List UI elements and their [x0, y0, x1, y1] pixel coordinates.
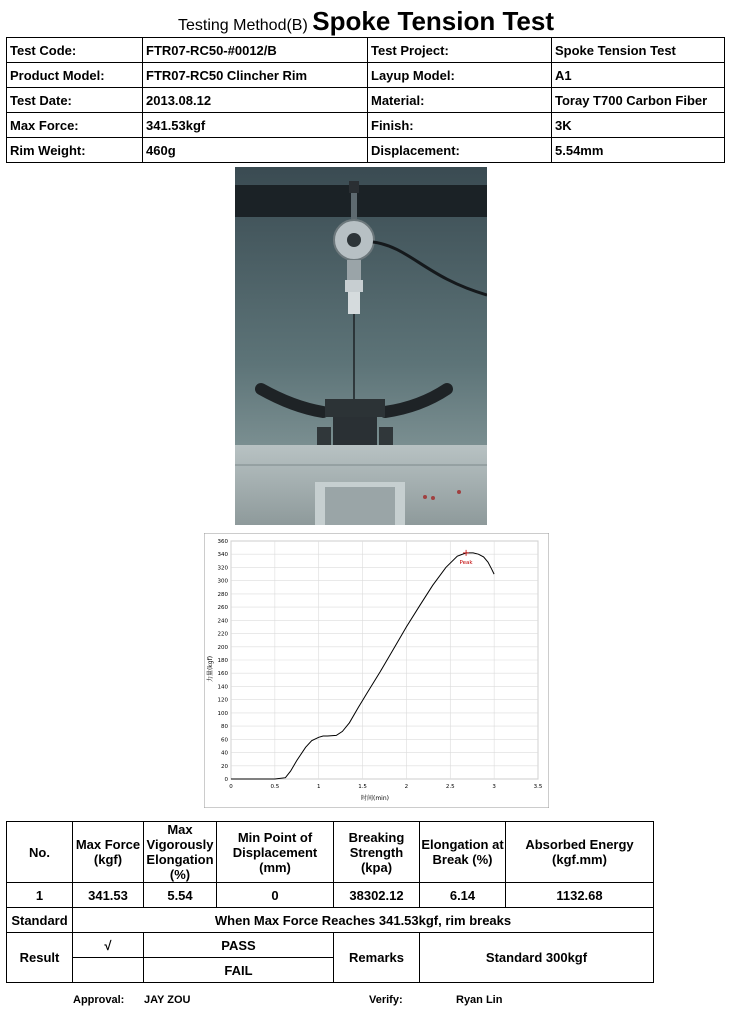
- x-tick-label: 2: [404, 784, 409, 790]
- info-table: [6, 37, 725, 163]
- col-header: Elongation at Break (%): [420, 822, 506, 883]
- info-value: FTR07-RC50-#0012/B: [143, 38, 368, 63]
- y-tick-label: 260: [217, 605, 228, 612]
- info-label: Layup Model:: [368, 63, 552, 88]
- y-tick-label: 180: [217, 658, 228, 664]
- col-header: Min Point of Displacement (mm): [217, 822, 334, 883]
- pass-check: √: [73, 933, 144, 958]
- info-label: Displacement:: [368, 138, 552, 163]
- test-rig-photo: [235, 167, 487, 525]
- approval-label: Approval:: [73, 994, 125, 1006]
- y-tick-label: 160: [217, 671, 228, 678]
- y-tick-label: 300: [217, 578, 228, 585]
- y-tick-label: 20: [221, 763, 228, 770]
- info-row: [7, 138, 725, 163]
- fail-check: [73, 958, 144, 983]
- y-tick-label: 80: [221, 724, 228, 731]
- cell: 1: [7, 883, 73, 908]
- cell: 341.53: [73, 883, 144, 908]
- y-tick-label: 60: [221, 737, 228, 744]
- y-tick-label: 120: [217, 697, 228, 704]
- test-rig-illustration: [235, 167, 487, 525]
- info-value: 2013.08.12: [143, 88, 368, 113]
- force-time-chart: [204, 533, 549, 808]
- info-value: Toray T700 Carbon Fiber: [552, 88, 725, 113]
- report-title: [0, 6, 732, 37]
- y-tick-label: 280: [217, 591, 228, 598]
- info-label: Finish:: [368, 113, 552, 138]
- col-header: No.: [7, 822, 73, 883]
- y-tick-label: 0: [224, 777, 228, 783]
- cell: 0: [217, 883, 334, 908]
- info-row: [7, 63, 725, 88]
- info-value: 460g: [143, 138, 368, 163]
- info-row: [7, 38, 725, 63]
- y-tick-label: 200: [217, 644, 228, 651]
- y-tick-label: 240: [217, 618, 228, 625]
- col-header: Max Vigorously Elongation (%): [144, 822, 217, 883]
- y-tick-label: 100: [217, 710, 228, 717]
- y-tick-label: 140: [217, 684, 228, 691]
- fail-label: FAIL: [144, 958, 334, 983]
- results-header-row: [7, 822, 654, 883]
- title-main: Spoke Tension Test: [312, 6, 555, 36]
- info-value: FTR07-RC50 Clincher Rim: [143, 63, 368, 88]
- chart-svg: [204, 533, 549, 808]
- result-label: Result: [7, 933, 73, 983]
- remarks-value: Standard 300kgf: [420, 933, 654, 983]
- col-header: Absorbed Energy (kgf.mm): [506, 822, 654, 883]
- x-tick-label: 3.5: [533, 784, 543, 790]
- cell: 1132.68: [506, 883, 654, 908]
- info-label: Test Code:: [7, 38, 143, 63]
- info-value: Spoke Tension Test: [552, 38, 725, 63]
- y-tick-label: 220: [217, 631, 228, 638]
- info-label: Material:: [368, 88, 552, 113]
- y-tick-label: 340: [217, 552, 228, 559]
- info-label: Rim Weight:: [7, 138, 143, 163]
- pass-label: PASS: [144, 933, 334, 958]
- info-label: Max Force:: [7, 113, 143, 138]
- peak-label: Peak: [459, 559, 473, 566]
- info-label: Test Date:: [7, 88, 143, 113]
- y-tick-label: 320: [217, 565, 228, 572]
- info-value: A1: [552, 63, 725, 88]
- y-tick-label: 360: [217, 539, 228, 545]
- remarks-label: Remarks: [334, 933, 420, 983]
- cell: 6.14: [420, 883, 506, 908]
- title-method: Testing Method(B): [177, 17, 308, 34]
- x-tick-label: 1: [316, 784, 321, 790]
- result-row-pass: [7, 933, 654, 958]
- x-tick-label: 0.5: [270, 784, 280, 790]
- approval-name: JAY ZOU: [144, 994, 191, 1006]
- cell: 5.54: [144, 883, 217, 908]
- verify-name: Ryan Lin: [456, 994, 503, 1006]
- results-data-row: [7, 883, 654, 908]
- cell: 38302.12: [334, 883, 420, 908]
- x-tick-label: 0: [229, 784, 233, 790]
- results-table: [6, 821, 654, 983]
- x-tick-label: 3: [492, 784, 496, 790]
- verify-label: Verify:: [369, 994, 403, 1006]
- x-axis-label: 时间(min): [361, 795, 389, 802]
- chart-frame: [204, 533, 549, 808]
- info-row: [7, 113, 725, 138]
- x-tick-label: 1.5: [358, 784, 367, 790]
- info-value: 5.54mm: [552, 138, 725, 163]
- info-label: Test Project:: [368, 38, 552, 63]
- standard-row: [7, 908, 654, 933]
- info-value: 341.53kgf: [143, 113, 368, 138]
- info-row: [7, 88, 725, 113]
- standard-label: Standard: [7, 908, 73, 933]
- y-tick-label: 40: [221, 750, 228, 757]
- x-tick-label: 2.5: [445, 784, 455, 790]
- standard-text: When Max Force Reaches 341.53kgf, rim breaks: [73, 908, 654, 933]
- info-label: Product Model:: [7, 63, 143, 88]
- col-header: Breaking Strength (kpa): [334, 822, 420, 883]
- col-header: Max Force (kgf): [73, 822, 144, 883]
- y-axis-label: 力量(kgf): [207, 655, 214, 683]
- info-value: 3K: [552, 113, 725, 138]
